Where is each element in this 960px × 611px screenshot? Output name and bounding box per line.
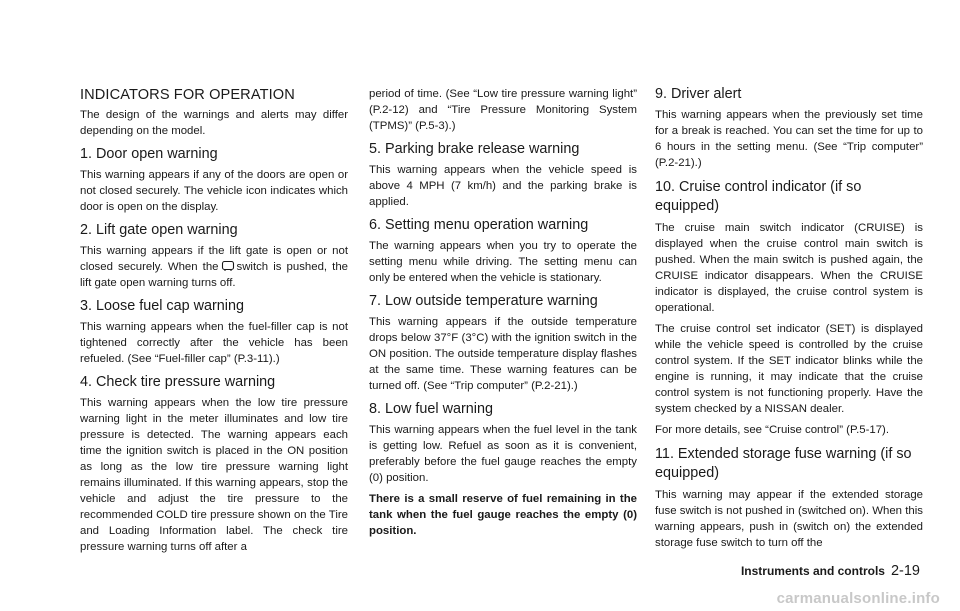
heading-tire-pressure: 4. Check tire pressure warning: [80, 374, 276, 390]
text-cruise-3: For more details, see “Cruise control” (P.5-17).: [655, 424, 890, 436]
text-lift-gate-a: This warning appears if the lift gate is open or not closed securely. When the: [80, 245, 348, 273]
heading-low-fuel: 8. Low fuel warning: [369, 401, 493, 417]
heading-driver-alert: 9. Driver alert: [655, 86, 742, 102]
text-parking-brake: This warning appears when the vehicle speed is above 4 MPH (7 km/h) and the parking brake is applied.: [369, 164, 637, 208]
heading-lift-gate: 2. Lift gate open warning: [80, 222, 238, 238]
text-storage-fuse: This warning may appear if the extended storage fuse switch is not pushed in (switched on). When this warning appears, push in (switch on) the extended storage fuse switch to turn off the: [655, 489, 923, 549]
page-title: INDICATORS FOR OPERATION: [80, 87, 295, 103]
text-cruise-1: The cruise main switch indicator (CRUISE) is displayed when the cruise control main switch is pushed. When the main switch is pushed again, the CRUISE indicator disappears. When the CRUISE indicator is displayed, the cruise control system is operational.: [655, 222, 923, 314]
text-cruise-2: The cruise control set indicator (SET) is displayed while the vehicle speed is controlled by the cruise control system. If the SET indicator blinks while the engine is running, it may indicate that the cruise control system is not functioning properly. Have the system checked by a NISSAN dealer.: [655, 323, 923, 415]
watermark: carmanualsonline.info: [776, 590, 940, 607]
heading-fuel-cap: 3. Loose fuel cap warning: [80, 298, 245, 314]
intro-text: The design of the warnings and alerts may differ depending on the model.: [80, 109, 348, 137]
column-middle: [369, 86, 637, 544]
column-left: [80, 86, 348, 560]
heading-parking-brake: 5. Parking brake release warning: [369, 141, 580, 157]
column-right: [655, 86, 923, 556]
text-low-fuel-note: There is a small reserve of fuel remaining in the tank when the fuel gauge reaches the empty (0) position.: [369, 493, 637, 537]
heading-door-open: 1. Door open warning: [80, 146, 218, 162]
text-fuel-cap: This warning appears when the fuel-filler cap is not tightened correctly after the vehicle has been refueled. (See “Fuel-filler cap” (P.3-11).): [80, 321, 348, 365]
heading-cruise-control: 10. Cruise control indicator (if so equipped): [655, 179, 862, 214]
lift-gate-switch-icon: [221, 260, 235, 272]
heading-setting-menu: 6. Setting menu operation warning: [369, 217, 589, 233]
text-tire-pressure-cont: period of time. (See “Low tire pressure warning light” (P.2-12) and “Tire Pressure Monitoring System (TPMS)” (P.5-3).): [369, 88, 637, 132]
text-lift-gate: [80, 243, 348, 291]
text-setting-menu: The warning appears when you try to operate the setting menu while driving. The setting menu can only be entered when the vehicle is stationary.: [369, 240, 637, 284]
text-driver-alert: This warning appears when the previously set time for a break is reached. You can set the time for up to 6 hours in the setting menu. (See “Trip computer” (P.2-21).): [655, 109, 923, 169]
text-low-temp: This warning appears if the outside temperature drops below 37°F (3°C) with the ignition switch in the ON position. The outside temperature display flashes at the same time. These warning features can be turned off. (See “Trip computer” (P.2-21).): [369, 316, 637, 392]
page-number: 2-19: [890, 563, 920, 579]
text-tire-pressure: This warning appears when the low tire pressure warning light in the meter illuminates and low tire pressure is detected. The warning appears each time the ignition switch is placed in the ON position as long as the low tire pressure warning light remains illuminated. If this warning appears, stop the vehicle and adjust the tire pressure to the recommended COLD tire pressure shown on the Tire and Loading Information label. The check tire pressure warning turns off after a: [80, 397, 348, 553]
heading-low-temp: 7. Low outside temperature warning: [369, 293, 598, 309]
heading-storage-fuse: 11. Extended storage fuse warning (if so equipped): [655, 446, 912, 481]
text-door-open: This warning appears if any of the doors are open or not closed securely. The vehicle icon indicates which door is open on the display.: [80, 169, 348, 213]
text-lift-gate-b: switch is pushed, the lift gate open warning turns off.: [80, 261, 348, 289]
page-footer: [741, 563, 920, 579]
text-low-fuel: This warning appears when the fuel level in the tank is getting low. Refuel as soon as it is convenient, preferably before the fuel gauge reaches the empty (0) position.: [369, 424, 637, 484]
footer-section: Instruments and controls: [740, 564, 885, 578]
